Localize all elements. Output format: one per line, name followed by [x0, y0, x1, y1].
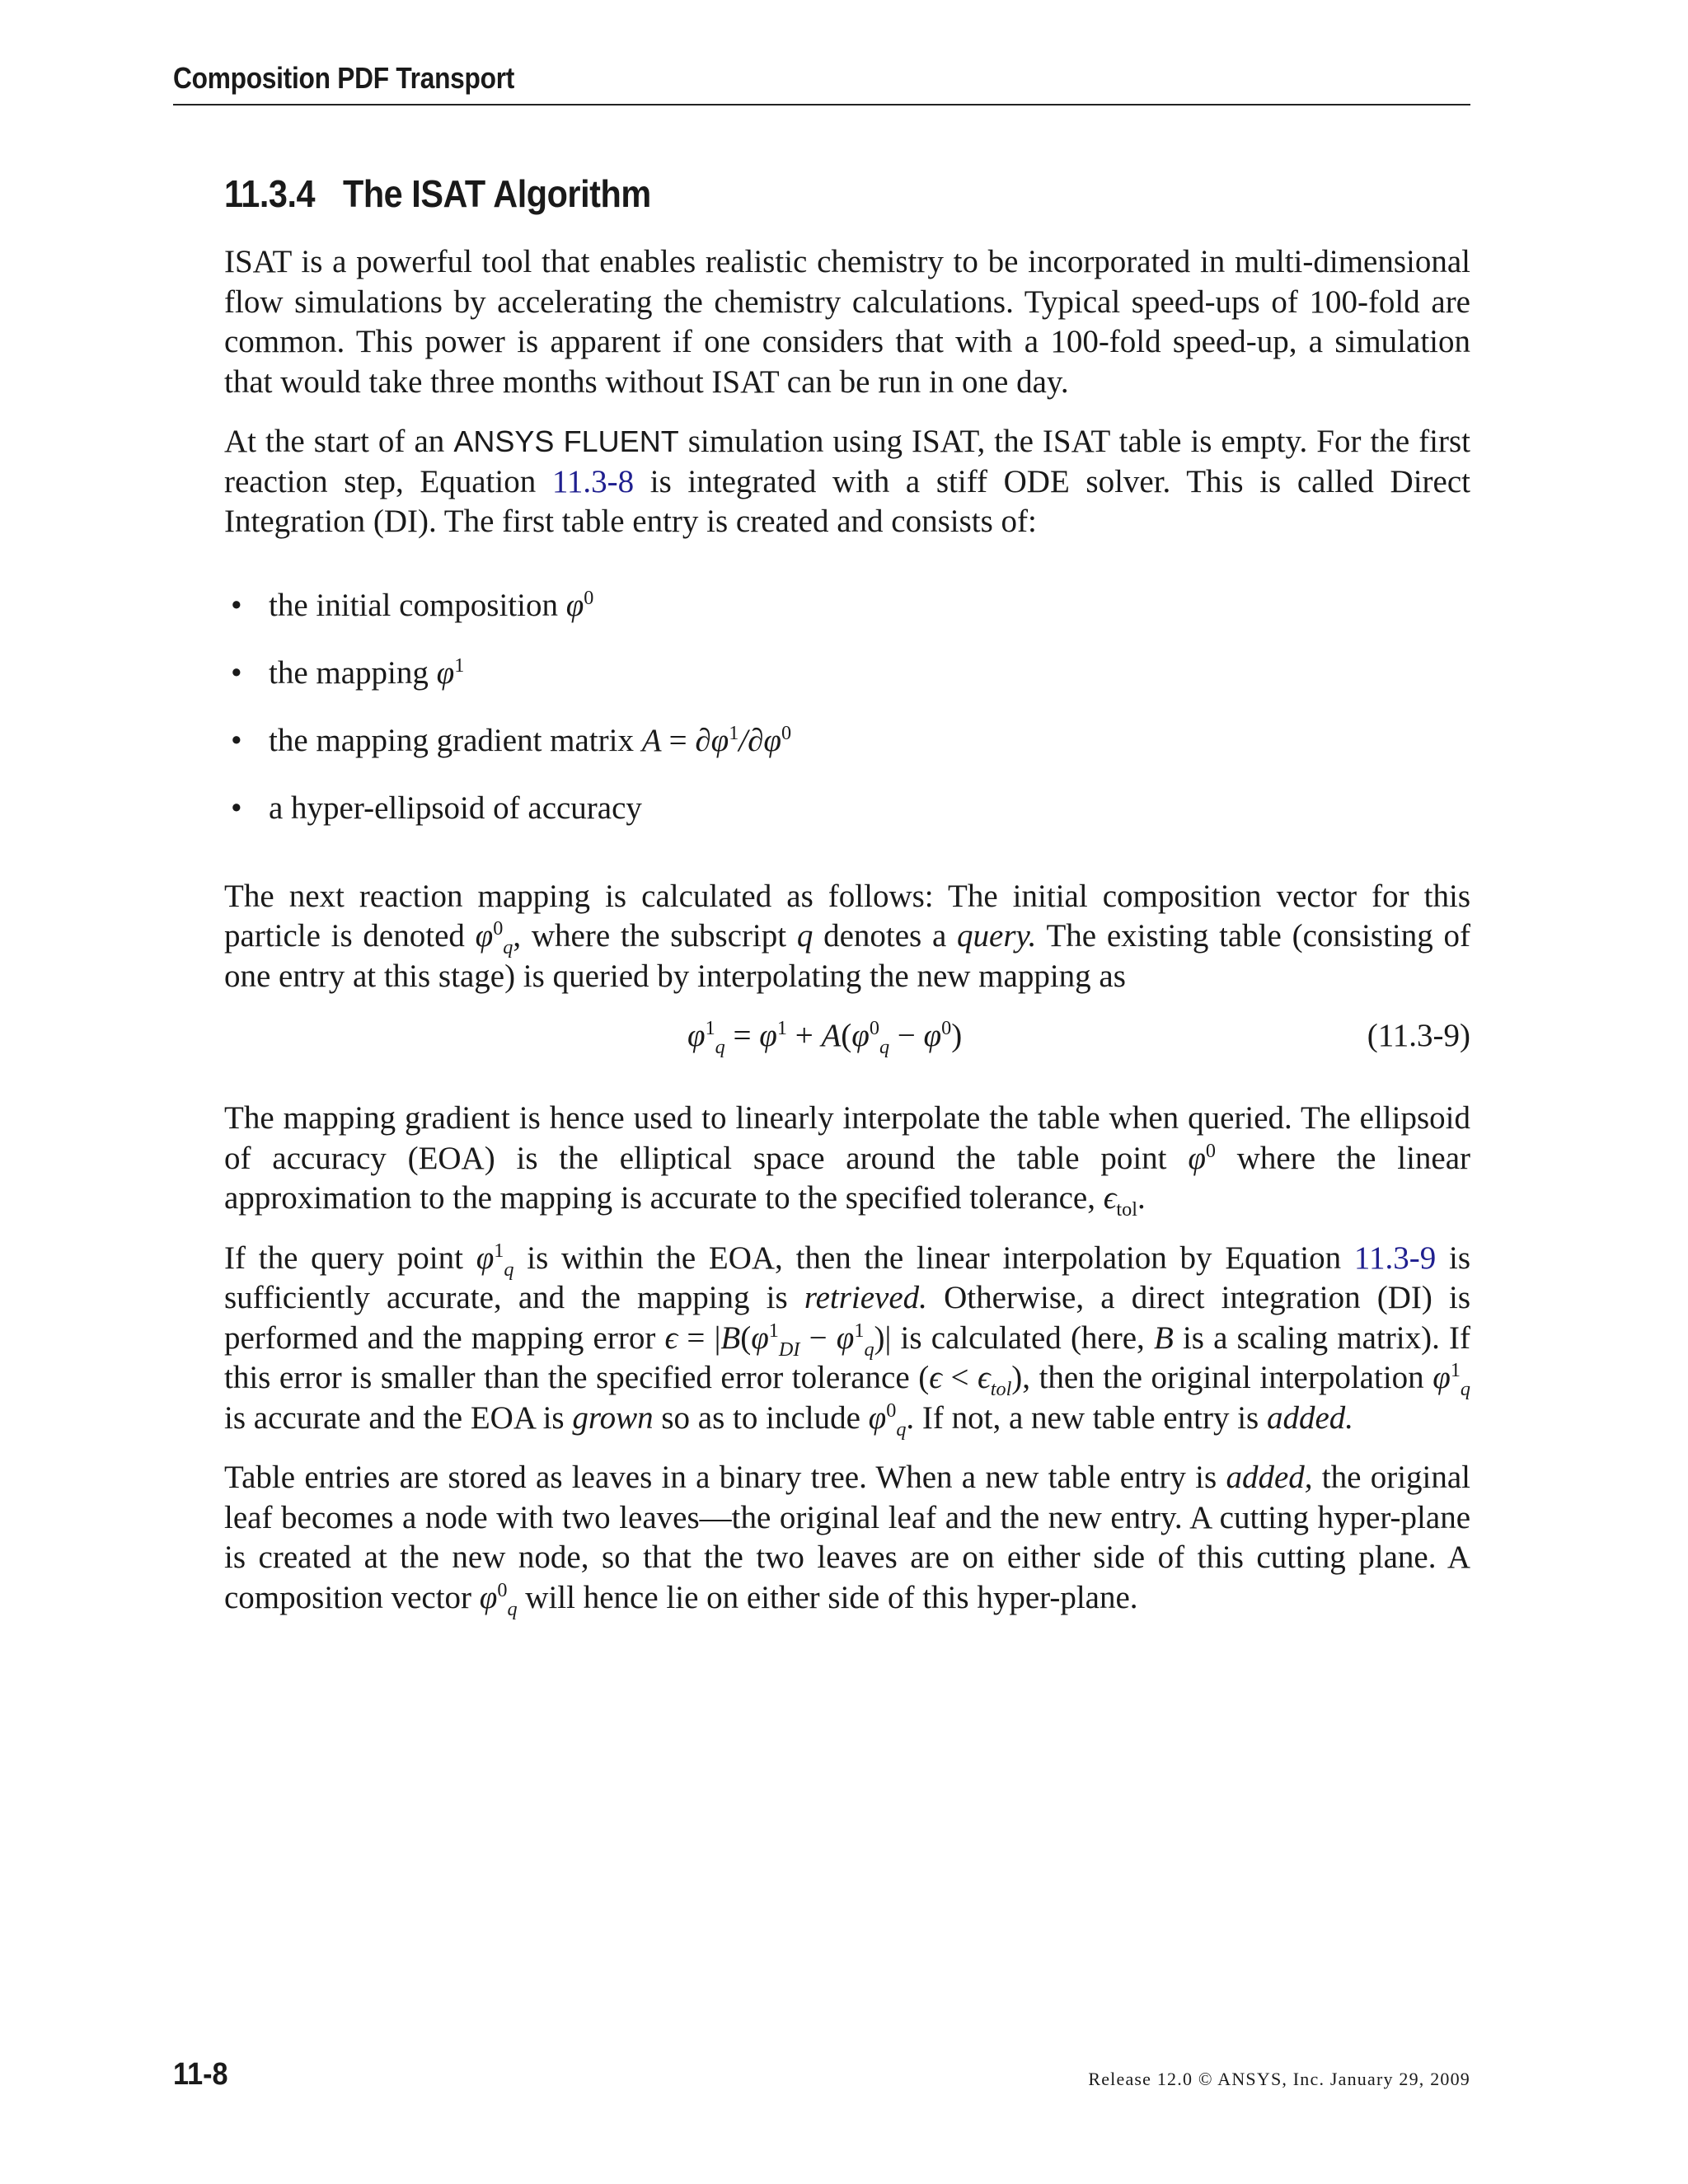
list-item: • the mapping gradient matrix $A = \partial\varphi^1/\partial\varphi^0$ [269, 720, 1470, 762]
section-title: The ISAT Algorithm [343, 172, 651, 215]
running-title: Composition PDF Transport [173, 61, 515, 95]
list-item: • a hyper-ellipsoid of accuracy [269, 788, 1470, 829]
bullet-icon: • [231, 587, 242, 623]
paragraph-binary-tree: Table entries are stored as leaves in a binary tree. When a new table entry is added, the original leaf becomes a node with two leaves—the original leaf and the new entry. A cutting hyper-plane is created at the new node, so that the two leaves are on either side of this cutting plane. A composition vector $\varphi^0_q$ will hence lie on either side of this hyper-plane. [224, 1460, 1471, 1620]
math-inline: $\varphi^0_q$ [475, 917, 513, 958]
bullet-icon: • [231, 654, 242, 691]
equation-link-11-3-8[interactable]: 11.3-8 [551, 463, 635, 499]
math-inline: $\varphi^0$ [565, 586, 594, 623]
bullet-icon: • [231, 722, 242, 758]
body-text [224, 242, 1470, 1638]
section-heading [224, 171, 651, 216]
term-grown: grown [572, 1399, 654, 1436]
page-number: 11-8 [173, 2057, 228, 2092]
math-inline: $\varphi^1_q$ [476, 1239, 514, 1281]
equation-11-3-9 [224, 1016, 1470, 1066]
paragraph-query: The next reaction mapping is calculated as follows: The initial composition vector for this particle is denoted $\varphi^0_q$, where the subscript q denotes a query. The existing table (consisting of one entry at this stage) is queried by interpolating the new mapping as [224, 878, 1470, 994]
math-inline: $\epsilon_{tol}$ [1103, 1180, 1137, 1221]
table-entry-list [224, 585, 1470, 829]
release-info: Release 12.0 © ANSYS, Inc. January 29, 2009 [1088, 2069, 1470, 2089]
list-item: • the initial composition $\varphi^0$ [269, 585, 1470, 626]
math-inline: $\varphi^0_q$ [868, 1399, 907, 1441]
equation-expression: $\varphi^1_q = \varphi^1 + A(\varphi^0_q - \varphi^0)$ [687, 1017, 963, 1058]
math-inline: $\varphi^1_q$ [1432, 1359, 1470, 1400]
math-inline: $\varphi^0_q$ [479, 1578, 518, 1620]
paragraph-intro: ISAT is a powerful tool that enables realistic chemistry to be incorporated in multi-dimensional flow simulations by accelerating the chemistry calculations. Typical speed-ups of 100-fold are common. This power is apparent if one considers that with a 100-fold speed-up, a simulation that would take three months without ISAT can be run in one day. [224, 244, 1470, 400]
product-name: ANSYS FLUENT [453, 424, 679, 458]
math-inline: $\varphi^1$ [436, 654, 465, 691]
running-header [173, 61, 1470, 105]
math-inline: $\varphi^0$ [1188, 1139, 1216, 1176]
paragraph-eoa: The mapping gradient is hence used to linearly interpolate the table when queried. The ellipsoid of accuracy (EOA) is the elliptical space around the table point $\varphi^0$ where the linear approximation to the mapping is accurate to the specified tolerance, $\epsilon_{tol}$. [224, 1100, 1471, 1221]
term-retrieved: retrieved. [804, 1280, 927, 1315]
paragraph-isat-start: At the start of an ANSYS FLUENT simulation using ISAT, the ISAT table is empty. For the first reaction step, Equation 11.3-8 is integrated with a stiff ODE solver. This is called Direct Integration (DI). The first table entry is created and consists of: [224, 424, 1471, 539]
math-inline: $A = \partial\varphi^1/\partial\varphi^0$ [641, 721, 792, 758]
paragraph-retrieve-grow-add: If the query point $\varphi^1_q$ is within the EOA, then the linear interpolation by Equation 11.3-9 is sufficiently accurate, and the mapping is retrieved. Otherwise, a direct integration (DI) is performed and the mapping error $\epsilon = |B(\varphi^1_{DI} - \varphi^1_q)|$ is calculated (here, B is a scaling matrix). If this error is smaller than the specified error tolerance $(\epsilon < \epsilon_{tol})$, then the original interpolation $\varphi^1_q$ is accurate and the EOA is grown so as to include $\varphi^0_q$. If not, a new table entry is added. [224, 1239, 1471, 1441]
term-query: query. [957, 918, 1037, 954]
bullet-icon: • [231, 790, 242, 826]
term-added: added, [1226, 1460, 1313, 1495]
term-added: added. [1266, 1399, 1354, 1436]
equation-number: (11.3-9) [1367, 1018, 1470, 1053]
equation-link-11-3-9[interactable]: 11.3-9 [1353, 1240, 1437, 1276]
math-inline: $\epsilon < \epsilon_{tol}$ [929, 1360, 1012, 1400]
list-item: • the mapping $\varphi^1$ [269, 653, 1470, 694]
section-number: 11.3.4 [224, 172, 316, 215]
math-inline: $\epsilon = |B(\varphi^1_{DI} - \varphi^1_q)|$ [664, 1319, 892, 1361]
